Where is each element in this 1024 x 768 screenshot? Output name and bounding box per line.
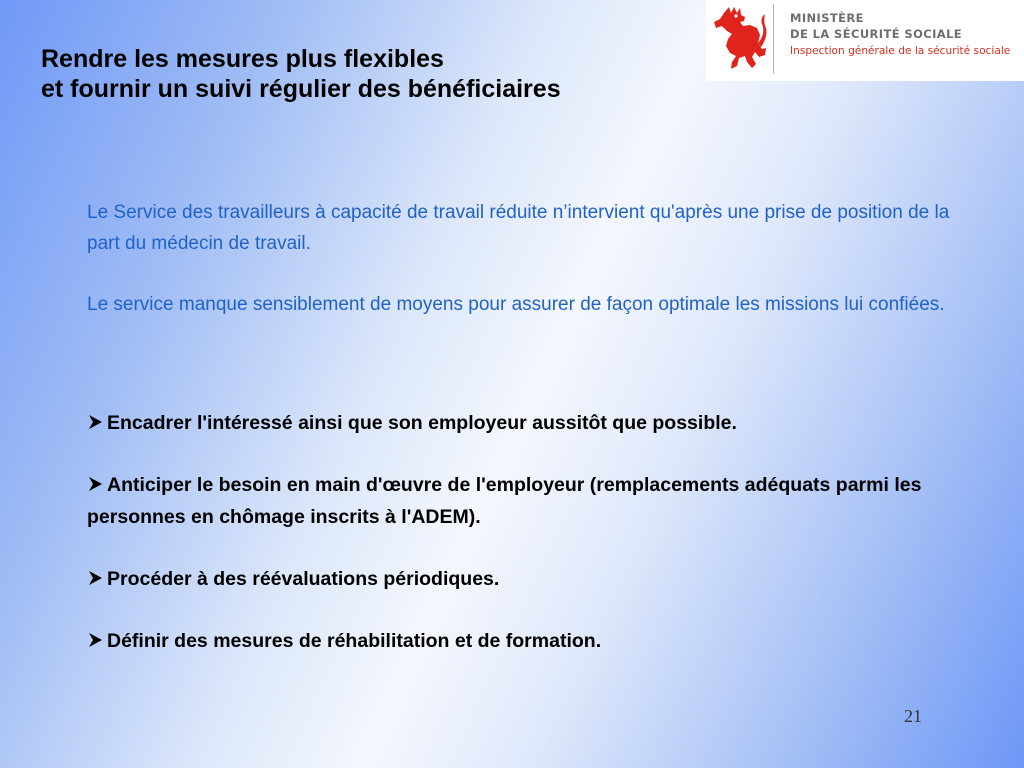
action-item [87,563,967,595]
red-lion-icon [712,4,768,72]
ministry-logo [706,0,1024,81]
action-item [87,469,967,533]
action-item-text: Encadrer l'intéressé ainsi que son employeur aussitôt que possible. [107,412,737,434]
ministry-name-line2: DE LA SÉCURITÉ SOCIALE [790,27,963,41]
arrow-bullet-icon [87,407,107,439]
logo-divider [773,4,774,74]
slide-title [41,44,561,104]
arrow-bullet-icon [87,469,107,501]
arrow-bullet-icon [87,625,107,657]
action-item-text: Procéder à des réévaluations périodiques. [107,568,500,590]
action-item [87,625,967,657]
slide-title-line2: et fournir un suivi régulier des bénéficiaires [41,75,561,103]
page-number: 21 [904,706,922,726]
intro-paragraph: Le service manque sensiblement de moyens pour assurer de façon optimale les missions lui confiées. [87,294,945,315]
ministry-name-line1: MINISTÈRE [790,11,864,25]
intro-paragraph: Le Service des travailleurs à capacité de travail réduite n’intervient qu'après une prise de position de la part du médecin de travail. [87,202,950,254]
department-name: Inspection générale de la sécurité sociale [790,45,1011,57]
action-list [87,407,967,687]
action-item [87,407,967,439]
intro-text [87,197,967,350]
logo-text [790,10,1010,59]
action-item-text: Définir des mesures de réhabilitation et de formation. [107,630,602,652]
slide-title-line1: Rendre les mesures plus flexibles [41,45,444,73]
action-item-text: Anticiper le besoin en main d'œuvre de l'employeur (remplacements adéquats parmi les personnes en chômage inscrits à l'ADEM). [87,474,922,528]
arrow-bullet-icon [87,563,107,595]
